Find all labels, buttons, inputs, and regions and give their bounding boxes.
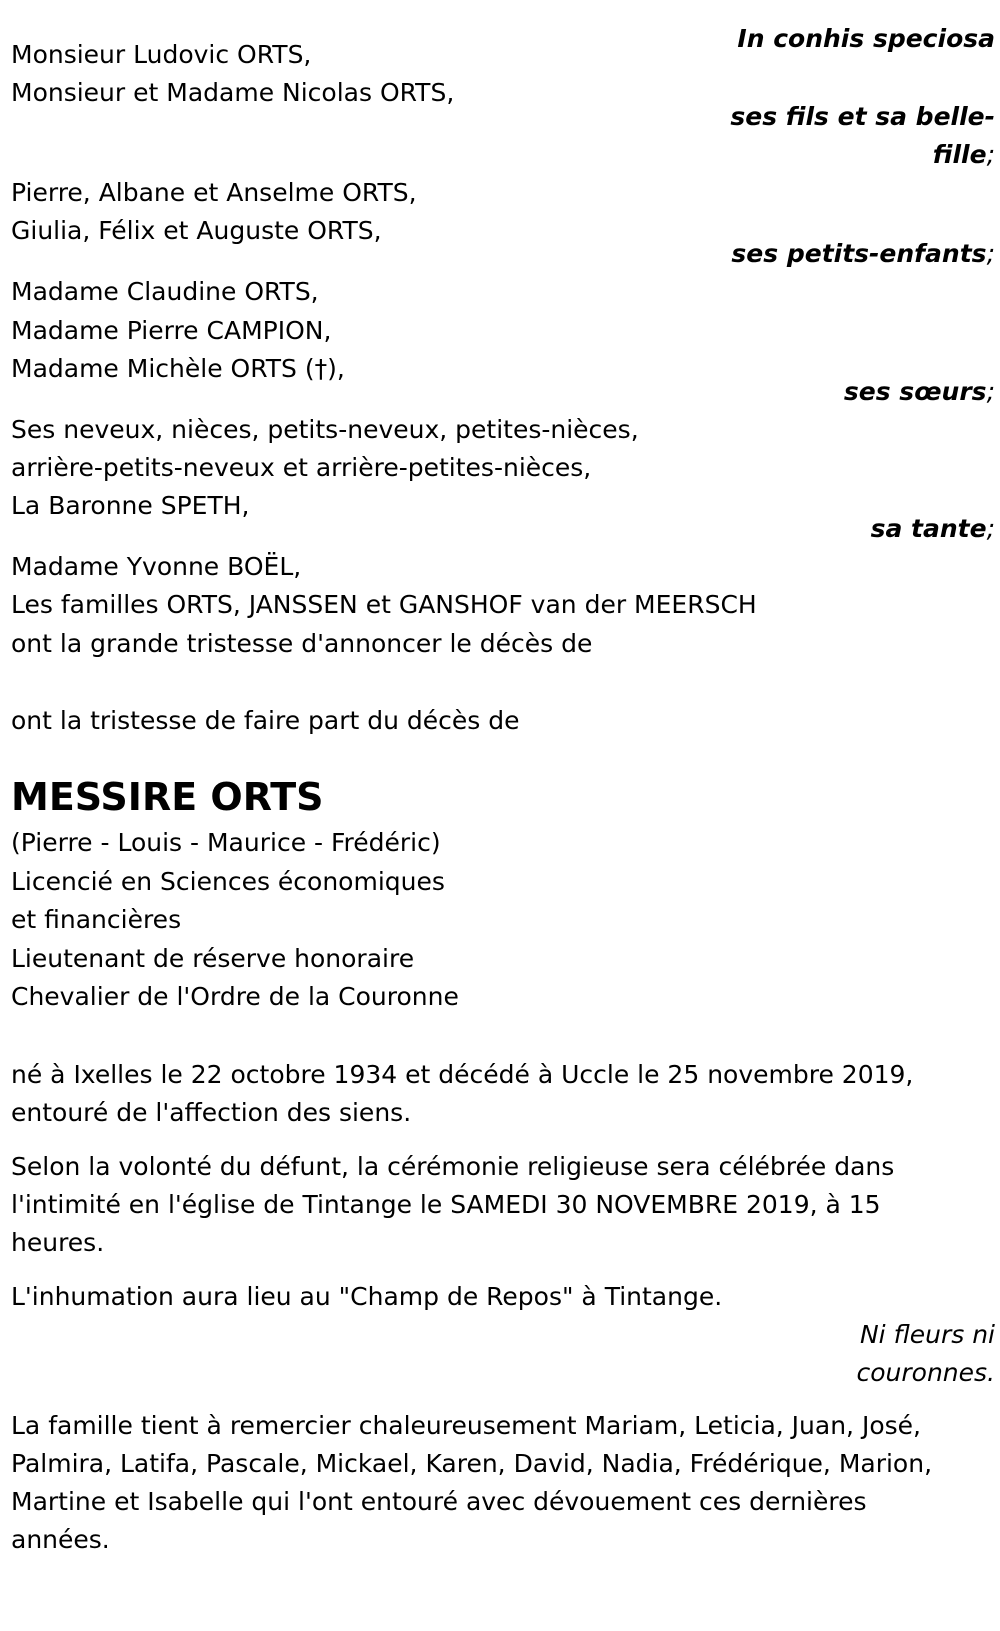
birth-death-line: entouré de l'affection des siens. — [11, 1098, 412, 1127]
thanks-line: Palmira, Latifa, Pascale, Mickael, Karen, David, Nadia, Frédérique, Marion, — [11, 1449, 933, 1478]
deceased-title: Licencié en Sciences économiques — [11, 867, 445, 896]
burial-line: L'inhumation aura lieu au "Champ de Repos" à Tintange. — [11, 1282, 723, 1311]
role-label-sisters: ses sœurs; — [843, 377, 995, 406]
ceremony-line: l'intimité en l'église de Tintange le SAMEDI 30 NOVEMBRE 2019, à 15 — [11, 1190, 881, 1219]
thanks-line: années. — [11, 1525, 110, 1554]
thanks-line: Martine et Isabelle qui l'ont entouré avec dévouement ces dernières — [11, 1487, 867, 1516]
deceased-name: MESSIRE ORTS — [11, 775, 324, 819]
role-label-aunt: sa tante; — [870, 514, 995, 543]
family-line: Giulia, Félix et Auguste ORTS, — [11, 216, 382, 245]
role-label-sons: ses fils et sa belle- — [730, 102, 995, 131]
birth-death-line: né à Ixelles le 22 octobre 1934 et décédé à Uccle le 25 novembre 2019, — [11, 1060, 914, 1089]
role-label-grandchildren: ses petits-enfants; — [731, 239, 995, 268]
thanks-line: La famille tient à remercier chaleureusement Mariam, Leticia, Juan, José, — [11, 1411, 921, 1440]
family-line: Madame Michèle ORTS (†), — [11, 354, 345, 383]
family-line: Les familles ORTS, JANSSEN et GANSHOF van der MEERSCH — [11, 590, 757, 619]
family-line: Madame Yvonne BOËL, — [11, 552, 302, 581]
deceased-title: Chevalier de l'Ordre de la Couronne — [11, 982, 459, 1011]
no-flowers-line: couronnes. — [856, 1358, 995, 1387]
family-line: Monsieur Ludovic ORTS, — [11, 40, 312, 69]
motto: In conhis speciosa — [737, 24, 995, 53]
deceased-title: (Pierre - Louis - Maurice - Frédéric) — [11, 828, 441, 857]
deceased-title: et financières — [11, 905, 182, 934]
family-line: ont la grande tristesse d'annoncer le décès de — [11, 629, 593, 658]
family-line: Madame Pierre CAMPION, — [11, 316, 332, 345]
deceased-title: Lieutenant de réserve honoraire — [11, 944, 415, 973]
no-flowers-line: Ni fleurs ni — [859, 1320, 995, 1349]
family-line: arrière-petits-neveux et arrière-petites-nièces, — [11, 453, 592, 482]
announcement: ont la tristesse de faire part du décès de — [11, 706, 520, 735]
family-line: Ses neveux, nièces, petits-neveux, petites-nièces, — [11, 415, 639, 444]
family-line: Madame Claudine ORTS, — [11, 277, 319, 306]
family-line: La Baronne SPETH, — [11, 491, 250, 520]
role-label-sons-cont: fille; — [932, 140, 995, 169]
ceremony-line: heures. — [11, 1228, 105, 1257]
ceremony-line: Selon la volonté du défunt, la cérémonie religieuse sera célébrée dans — [11, 1152, 895, 1181]
family-line: Pierre, Albane et Anselme ORTS, — [11, 178, 417, 207]
family-line: Monsieur et Madame Nicolas ORTS, — [11, 78, 455, 107]
